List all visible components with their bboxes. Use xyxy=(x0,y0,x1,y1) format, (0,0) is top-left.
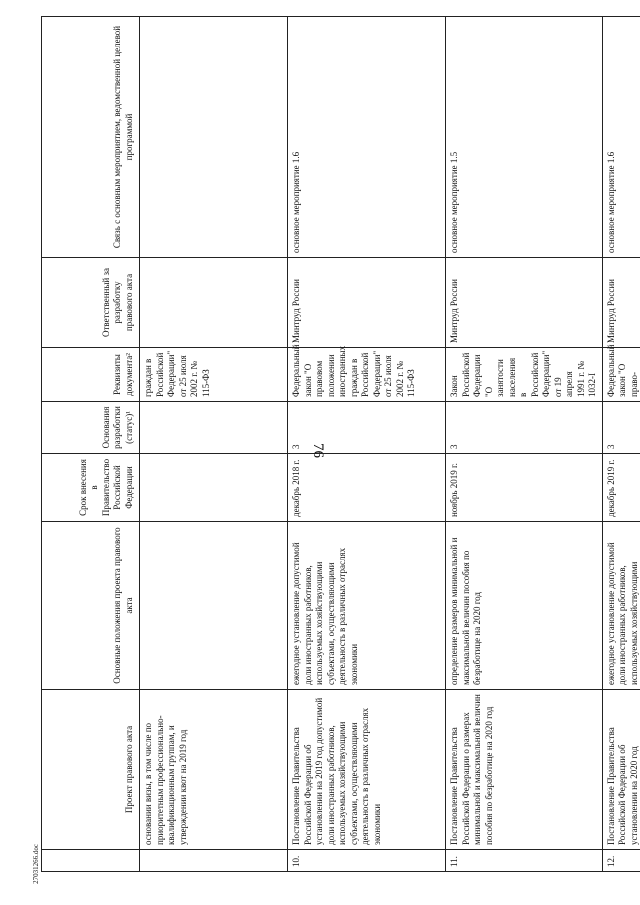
row-deadline xyxy=(140,454,288,522)
row-link: основное мероприятие 1.6 xyxy=(288,17,446,258)
header-number xyxy=(42,850,140,872)
row-number: 12. xyxy=(602,850,640,872)
row-number: 11. xyxy=(446,850,603,872)
row-provisions: определение размеров минимальной и максимальной величин пособия по безработице на 2020 год xyxy=(446,522,603,690)
row-deadline: декабрь 2019 г. xyxy=(602,454,640,522)
row-project: Постановление Правительства Российской Федерации об установлении на 2020 год xyxy=(602,690,640,850)
table-row xyxy=(140,17,288,872)
row-link xyxy=(140,17,288,258)
row-provisions: ежегодное установление допустимой доли иностранных работников, используемых хозяйствующими субъектами, осуществляющими деятельность в различных отраслях экономики xyxy=(288,522,446,690)
row-basis: 3 xyxy=(602,402,640,454)
table-row xyxy=(446,17,603,872)
row-requisites: Федеральный закон "О право- xyxy=(602,348,640,402)
row-deadline: ноябрь 2019 г. xyxy=(446,454,603,522)
row-responsible: Минтруд России xyxy=(288,258,446,348)
header-requisites: Реквизиты документа² xyxy=(42,348,140,402)
table-row xyxy=(288,17,446,872)
document-id: 27031266.doc xyxy=(31,844,40,884)
header-link: Связь с основным мероприятием, ведомственной целевой программой xyxy=(42,17,140,258)
rotated-table-wrapper xyxy=(41,17,639,872)
row-responsible xyxy=(140,258,288,348)
table-header-row xyxy=(42,17,140,872)
header-basis: Основания разработки (статус)¹ xyxy=(42,402,140,454)
row-requisites: Федеральный закон "О правовом положении иностранных граждан в Российской Федерации" от 25 июля 2002 г. № 115-ФЗ xyxy=(288,348,446,402)
row-basis: 3 xyxy=(288,402,446,454)
row-requisites: Закон Российской Федерации "О занятости населения в Российской Федерации" от 19 апреля 1991 г. № 1032-I xyxy=(446,348,603,402)
header-responsible: Ответственный за разработку правового акта xyxy=(42,258,140,348)
row-link: основное мероприятие 1.5 xyxy=(446,17,603,258)
row-responsible: Минтруд России xyxy=(602,258,640,348)
row-number xyxy=(140,850,288,872)
row-responsible: Минтруд России xyxy=(446,258,603,348)
row-project: основании визы, в том числе по приоритетным профессионально-квалификационным группам, и утверждении квот на 2019 год xyxy=(140,690,288,850)
header-deadline: Срок внесения в Правительство Российской Федерации xyxy=(42,454,140,522)
row-deadline: декабрь 2018 г. xyxy=(288,454,446,522)
row-project: Постановление Правительства Российской Федерации об установлении на 2019 год допустимой доли иностранных работников, используемых хозяйствующими субъектами, осуществляющими деятельность в различных отраслях экономики xyxy=(288,690,446,850)
row-link: основное мероприятие 1.6 xyxy=(602,17,640,258)
legal-acts-table xyxy=(41,16,640,872)
row-requisites: граждан в Российской Федерации" от 25 июля 2002 г. № 115-ФЗ xyxy=(140,348,288,402)
row-basis xyxy=(140,402,288,454)
row-number: 10. xyxy=(288,850,446,872)
row-provisions: ежегодное установление допустимой доли иностранных работников, используемых хозяйствующими xyxy=(602,522,640,690)
row-provisions xyxy=(140,522,288,690)
page-number: 76 xyxy=(310,443,326,458)
header-provisions: Основные положения проекта правового акта xyxy=(42,522,140,690)
row-project: Постановление Правительства Российской Федерации о размерах минимальной и максимальной величин пособия по безработице на 2020 год xyxy=(446,690,603,850)
header-project: Проект правового акта xyxy=(42,690,140,850)
table-row xyxy=(602,17,640,872)
row-basis: 3 xyxy=(446,402,603,454)
